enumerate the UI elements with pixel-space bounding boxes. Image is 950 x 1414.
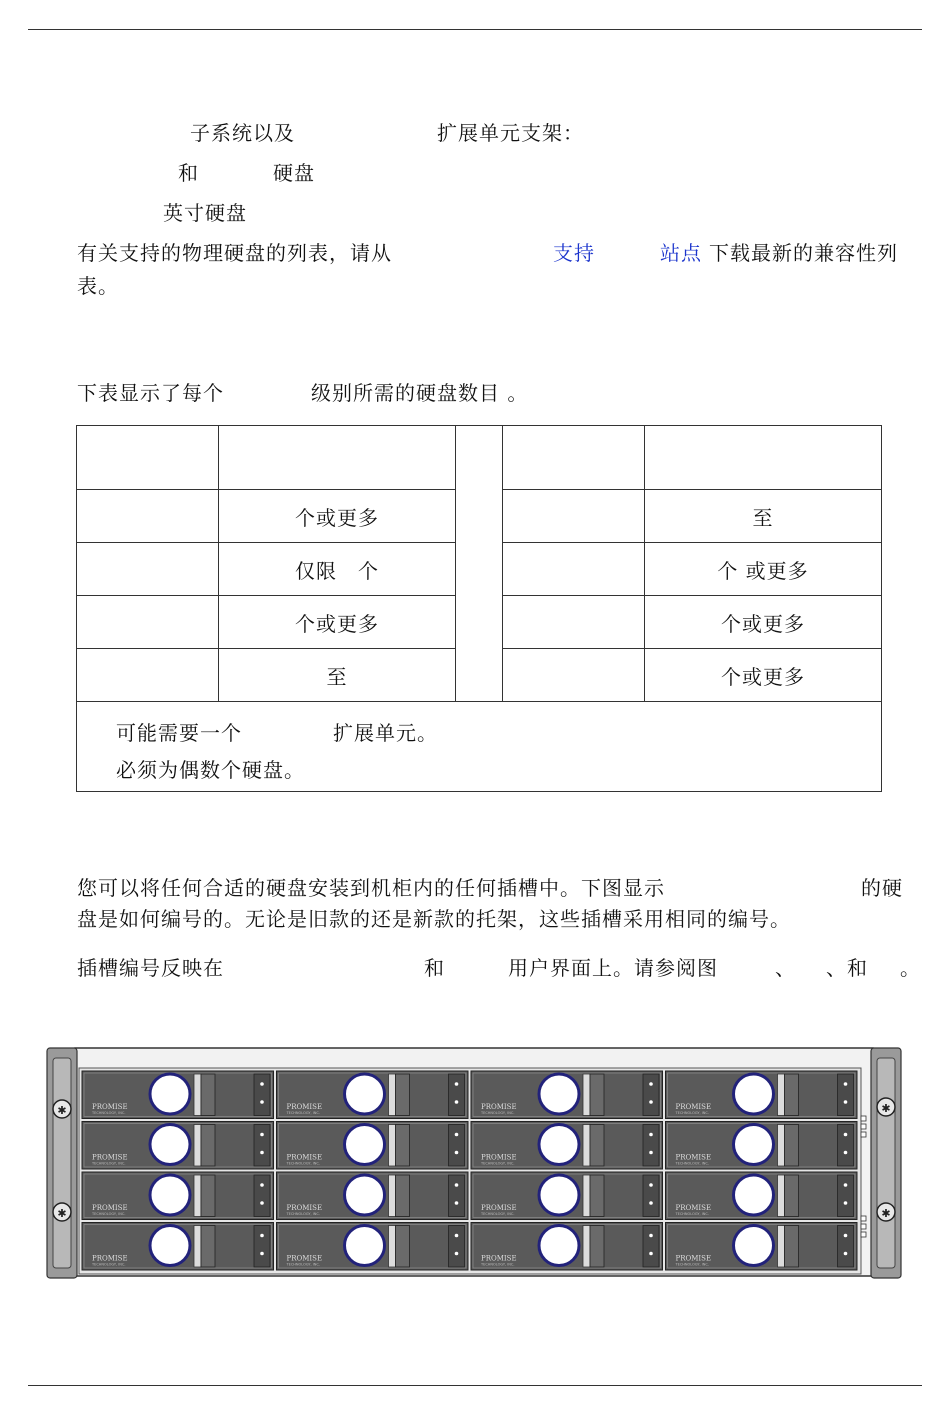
carrier-led-panel [449, 1125, 465, 1167]
carrier-grip [396, 1074, 410, 1116]
svg-text:✱: ✱ [57, 1104, 67, 1117]
carrier-led-panel [838, 1074, 854, 1116]
activity-led-icon [649, 1133, 653, 1137]
brand-logo: PROMISE [481, 1254, 517, 1263]
table-row-level-cell [502, 595, 645, 649]
carrier-grip [201, 1074, 215, 1116]
table-row-level-cell [76, 648, 219, 702]
carrier-latch [389, 1125, 396, 1167]
carrier-latch [194, 1125, 201, 1167]
carrier-led-panel [838, 1125, 854, 1167]
slot-number-badge [539, 1074, 579, 1114]
slot-number-badge [734, 1175, 774, 1215]
carrier-led-panel [643, 1125, 659, 1167]
activity-led-icon [260, 1183, 264, 1187]
brand-logo: PROMISE [286, 1153, 323, 1162]
drive-carrier[interactable] [471, 1122, 663, 1170]
slots-paragraph-3c: 用户界面上。请参阅图 [508, 956, 718, 980]
carrier-latch [389, 1074, 396, 1116]
slot-number-badge [345, 1226, 385, 1266]
drive-carrier[interactable] [471, 1223, 663, 1271]
drive-carrier[interactable] [277, 1122, 469, 1170]
slot-number-badge [539, 1175, 579, 1215]
brand-logo-sub: TECHNOLOGY, INC. [481, 1262, 515, 1267]
brand-logo: PROMISE [675, 1204, 712, 1212]
carrier-grip [590, 1226, 604, 1268]
slot-number-badge [150, 1226, 190, 1266]
slot-number-badge [345, 1175, 385, 1215]
svg-text:✱: ✱ [881, 1102, 891, 1115]
table-spacer-column [455, 425, 503, 702]
table-row-level-cell [76, 595, 219, 649]
brand-logo-sub: TECHNOLOGY, INC. [92, 1212, 126, 1216]
note-expansion-a: 可能需要一个 [116, 721, 242, 745]
drive-carrier[interactable] [82, 1071, 274, 1119]
slots-paragraph-3d: 、 [775, 956, 796, 980]
carrier-grip [201, 1226, 215, 1268]
carrier-latch [583, 1226, 590, 1268]
activity-led-icon [260, 1234, 264, 1238]
table-header-cell [644, 425, 882, 490]
drive-carrier[interactable] [277, 1172, 469, 1220]
brand-logo: PROMISE [481, 1103, 517, 1111]
brand-logo: PROMISE [92, 1204, 128, 1212]
brand-logo: PROMISE [286, 1204, 323, 1212]
support-paragraph-b: 下载最新的兼容性列 [709, 241, 898, 265]
slot-number-badge [734, 1074, 774, 1114]
top-rule [28, 29, 922, 30]
brand-logo: PROMISE [92, 1153, 128, 1162]
brand-logo-sub: TECHNOLOGY, INC. [286, 1161, 320, 1166]
carrier-latch [778, 1226, 785, 1268]
support-link[interactable]: 支持 [553, 241, 595, 265]
slots-paragraph-3f: 。 [900, 956, 921, 980]
carrier-led-panel [838, 1226, 854, 1268]
carrier-led-panel [449, 1074, 465, 1116]
carrier-led-panel [449, 1226, 465, 1268]
carrier-led-panel [254, 1074, 270, 1116]
table-row-drives-cell: 至 [218, 648, 456, 702]
slot-number-badge [150, 1175, 190, 1215]
note-expansion-b: 扩展单元。 [333, 721, 438, 745]
status-led-icon [844, 1151, 848, 1155]
status-led-icon [861, 1116, 866, 1121]
brand-logo-sub: TECHNOLOGY, INC. [481, 1111, 515, 1115]
drive-carrier[interactable] [277, 1223, 469, 1271]
table-row-drives-cell: 个或更多 [218, 595, 456, 649]
carrier-grip [396, 1226, 410, 1268]
slots-paragraph-3b: 和 [424, 956, 445, 980]
status-led-icon [649, 1100, 653, 1104]
status-led-icon [649, 1201, 653, 1205]
status-led-icon [844, 1100, 848, 1104]
carrier-latch [194, 1226, 201, 1268]
activity-led-icon [260, 1082, 264, 1086]
table-header-cell [502, 425, 645, 490]
slot-number-badge [734, 1125, 774, 1165]
carrier-latch [389, 1175, 396, 1217]
carrier-latch [583, 1074, 590, 1116]
carrier-latch [778, 1125, 785, 1167]
brand-logo-sub: TECHNOLOGY, INC. [675, 1212, 709, 1216]
brand-logo: PROMISE [675, 1153, 712, 1162]
raid-intro-b: 级别所需的硬盘数目 。 [311, 381, 529, 405]
support-line1-b: 扩展单元支架： [437, 121, 584, 145]
activity-led-icon [649, 1183, 653, 1187]
drive-carrier[interactable] [666, 1172, 858, 1220]
carrier-grip [785, 1074, 799, 1116]
table-row-level-cell [502, 542, 645, 596]
carrier-grip [396, 1175, 410, 1217]
status-led-icon [861, 1224, 866, 1229]
carrier-grip [785, 1226, 799, 1268]
brand-logo-sub: TECHNOLOGY, INC. [92, 1111, 126, 1115]
support-paragraph-a: 有关支持的物理硬盘的列表，请从 [77, 241, 392, 265]
carrier-led-panel [254, 1226, 270, 1268]
carrier-latch [194, 1175, 201, 1217]
status-led-icon [455, 1201, 459, 1205]
carrier-latch [583, 1175, 590, 1217]
carrier-led-panel [643, 1175, 659, 1217]
carrier-led-panel [643, 1074, 659, 1116]
activity-led-icon [844, 1183, 848, 1187]
drive-carrier[interactable] [666, 1071, 858, 1119]
carrier-grip [590, 1074, 604, 1116]
carrier-led-panel [254, 1175, 270, 1217]
enclosure-front-figure [45, 1046, 905, 1280]
carrier-grip [396, 1125, 410, 1167]
brand-logo-sub: TECHNOLOGY, INC. [675, 1111, 709, 1115]
table-row-drives-cell: 仅限 个 [218, 542, 456, 596]
activity-led-icon [844, 1234, 848, 1238]
slots-paragraph-3a: 插槽编号反映在 [77, 956, 224, 980]
brand-logo: PROMISE [286, 1254, 323, 1263]
activity-led-icon [455, 1234, 459, 1238]
status-led-icon [260, 1252, 264, 1256]
brand-logo: PROMISE [481, 1204, 517, 1212]
note-even-drives: 必须为偶数个硬盘。 [116, 758, 305, 782]
carrier-latch [778, 1074, 785, 1116]
status-led-icon [861, 1232, 866, 1237]
table-header-cell [218, 425, 456, 490]
carrier-grip [201, 1175, 215, 1217]
svg-text:✱: ✱ [57, 1207, 67, 1220]
brand-logo-sub: TECHNOLOGY, INC. [286, 1111, 320, 1115]
table-row-drives-cell: 个或更多 [644, 595, 882, 649]
activity-led-icon [455, 1133, 459, 1137]
status-led-icon [861, 1216, 866, 1221]
slot-number-badge [150, 1125, 190, 1165]
carrier-grip [785, 1175, 799, 1217]
activity-led-icon [844, 1082, 848, 1086]
site-link[interactable]: 站点 [660, 241, 702, 265]
carrier-latch [194, 1074, 201, 1116]
drive-carrier[interactable] [82, 1223, 274, 1271]
drive-carrier[interactable] [277, 1071, 469, 1119]
brand-logo: PROMISE [481, 1153, 517, 1162]
table-row-drives-cell: 个或更多 [644, 648, 882, 702]
status-led-icon [861, 1132, 866, 1137]
slot-number-badge [539, 1125, 579, 1165]
slot-number-badge [345, 1125, 385, 1165]
table-row-drives-cell: 至 [644, 489, 882, 543]
activity-led-icon [844, 1133, 848, 1137]
carrier-latch [583, 1125, 590, 1167]
brand-logo-sub: TECHNOLOGY, INC. [286, 1262, 320, 1267]
brand-logo-sub: TECHNOLOGY, INC. [92, 1161, 126, 1166]
support-line1-a: 子系统以及 [190, 121, 295, 145]
brand-logo: PROMISE [92, 1254, 128, 1263]
support-line3: 英寸硬盘 [163, 201, 247, 225]
carrier-led-panel [838, 1175, 854, 1217]
drive-carrier[interactable] [471, 1071, 663, 1119]
status-led-icon [861, 1124, 866, 1129]
activity-led-icon [455, 1082, 459, 1086]
table-row-level-cell [76, 542, 219, 596]
svg-text:✱: ✱ [881, 1207, 891, 1220]
status-led-icon [260, 1151, 264, 1155]
slot-number-badge [734, 1226, 774, 1266]
activity-led-icon [649, 1082, 653, 1086]
activity-led-icon [455, 1183, 459, 1187]
status-led-icon [260, 1100, 264, 1104]
status-led-icon [260, 1201, 264, 1205]
status-led-icon [455, 1151, 459, 1155]
brand-logo: PROMISE [92, 1103, 128, 1111]
table-row-drives-cell: 个 或更多 [644, 542, 882, 596]
slot-number-badge [345, 1074, 385, 1114]
support-line2-b: 硬盘 [273, 161, 315, 185]
carrier-grip [590, 1175, 604, 1217]
slots-paragraph-1a: 您可以将任何合适的硬盘安装到机柜内的任何插槽中。下图显示 [77, 876, 665, 900]
status-led-icon [455, 1252, 459, 1256]
activity-led-icon [260, 1133, 264, 1137]
brand-logo: PROMISE [286, 1103, 323, 1111]
raid-drive-table [76, 425, 882, 792]
support-line2-a: 和 [178, 161, 199, 185]
carrier-latch [778, 1175, 785, 1217]
carrier-latch [389, 1226, 396, 1268]
slots-paragraph-1b: 的硬 [861, 876, 903, 900]
status-led-icon [844, 1252, 848, 1256]
drive-carrier[interactable] [666, 1223, 858, 1271]
carrier-led-panel [254, 1125, 270, 1167]
brand-logo-sub: TECHNOLOGY, INC. [481, 1212, 515, 1216]
table-row-level-cell [502, 489, 645, 543]
carrier-led-panel [643, 1226, 659, 1268]
brand-logo-sub: TECHNOLOGY, INC. [92, 1262, 126, 1267]
slots-paragraph-2: 盘是如何编号的。无论是旧款的还是新款的托架，这些插槽采用相同的编号。 [77, 907, 791, 931]
carrier-grip [590, 1125, 604, 1167]
table-row-level-cell [76, 489, 219, 543]
table-row-level-cell [502, 648, 645, 702]
bottom-rule [28, 1385, 922, 1386]
status-led-icon [649, 1151, 653, 1155]
drive-carrier[interactable] [82, 1172, 274, 1220]
drive-carrier[interactable] [471, 1172, 663, 1220]
slot-number-badge [150, 1074, 190, 1114]
carrier-grip [785, 1125, 799, 1167]
brand-logo: PROMISE [675, 1254, 712, 1263]
status-led-icon [649, 1252, 653, 1256]
activity-led-icon [649, 1234, 653, 1238]
status-led-icon [455, 1100, 459, 1104]
left-rack-handle [47, 1048, 77, 1278]
drive-carrier[interactable] [82, 1122, 274, 1170]
carrier-led-panel [449, 1175, 465, 1217]
brand-logo-sub: TECHNOLOGY, INC. [286, 1212, 320, 1216]
table-header-cell [76, 425, 219, 490]
table-row-drives-cell: 个或更多 [218, 489, 456, 543]
status-led-icon [844, 1201, 848, 1205]
slots-paragraph-3e: 、和 [826, 956, 868, 980]
drive-carrier[interactable] [666, 1122, 858, 1170]
slot-number-badge [539, 1226, 579, 1266]
support-paragraph-c: 表。 [77, 274, 119, 298]
brand-logo-sub: TECHNOLOGY, INC. [481, 1161, 515, 1166]
brand-logo: PROMISE [675, 1103, 712, 1111]
brand-logo-sub: TECHNOLOGY, INC. [675, 1161, 709, 1166]
brand-logo-sub: TECHNOLOGY, INC. [675, 1262, 709, 1267]
carrier-grip [201, 1125, 215, 1167]
raid-intro-a: 下表显示了每个 [77, 381, 224, 405]
